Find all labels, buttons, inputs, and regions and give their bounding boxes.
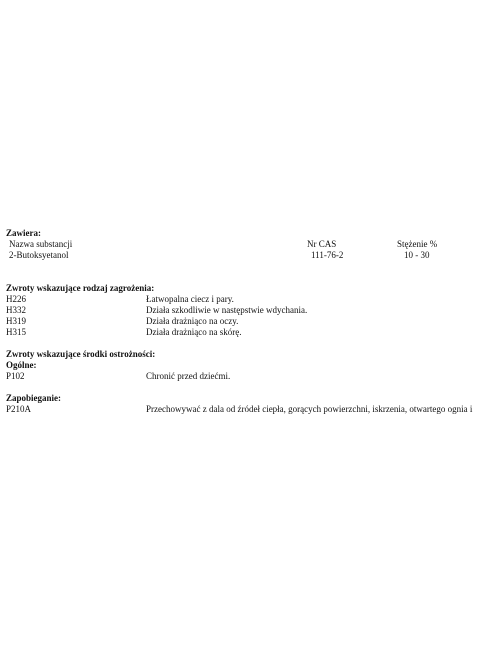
precaution-code: P102 xyxy=(6,371,25,381)
column-header-cas-number: Nr CAS xyxy=(307,239,337,249)
precaution-text: Chronić przed dziećmi. xyxy=(146,371,231,381)
hazard-text: Działa szkodliwie w następstwie wdychania. xyxy=(146,305,308,315)
hazard-code: H332 xyxy=(6,305,26,315)
prevention-heading: Zapobieganie: xyxy=(6,393,62,403)
precaution-code: P210A xyxy=(6,404,32,414)
precaution-text: Przechowywać z dala od źródeł ciepła, gorących powierzchni, iskrzenia, otwartego ognia i xyxy=(146,404,473,414)
hazard-text: Działa drażniąco na skórę. xyxy=(146,327,242,337)
hazard-code: H315 xyxy=(6,327,26,337)
hazard-text: Działa drażniąco na oczy. xyxy=(146,316,239,326)
hazard-code: H226 xyxy=(6,294,26,304)
substance-name: 2-Butoksyetanol xyxy=(9,250,69,260)
hazard-statements-heading: Zwroty wskazujące rodzaj zagrożenia: xyxy=(6,283,155,293)
general-heading: Ogólne: xyxy=(6,360,37,370)
column-header-concentration: Stężenie % xyxy=(397,239,438,249)
hazard-code: H319 xyxy=(6,316,26,326)
column-header-substance-name: Nazwa substancji xyxy=(9,239,73,249)
cas-number: 111-76-2 xyxy=(311,250,344,260)
precautionary-statements-heading: Zwroty wskazujące środki ostrożności: xyxy=(6,349,156,359)
contains-heading: Zawiera: xyxy=(6,228,41,238)
hazard-text: Łatwopalna ciecz i pary. xyxy=(146,294,234,304)
concentration-range: 10 - 30 xyxy=(404,250,430,260)
